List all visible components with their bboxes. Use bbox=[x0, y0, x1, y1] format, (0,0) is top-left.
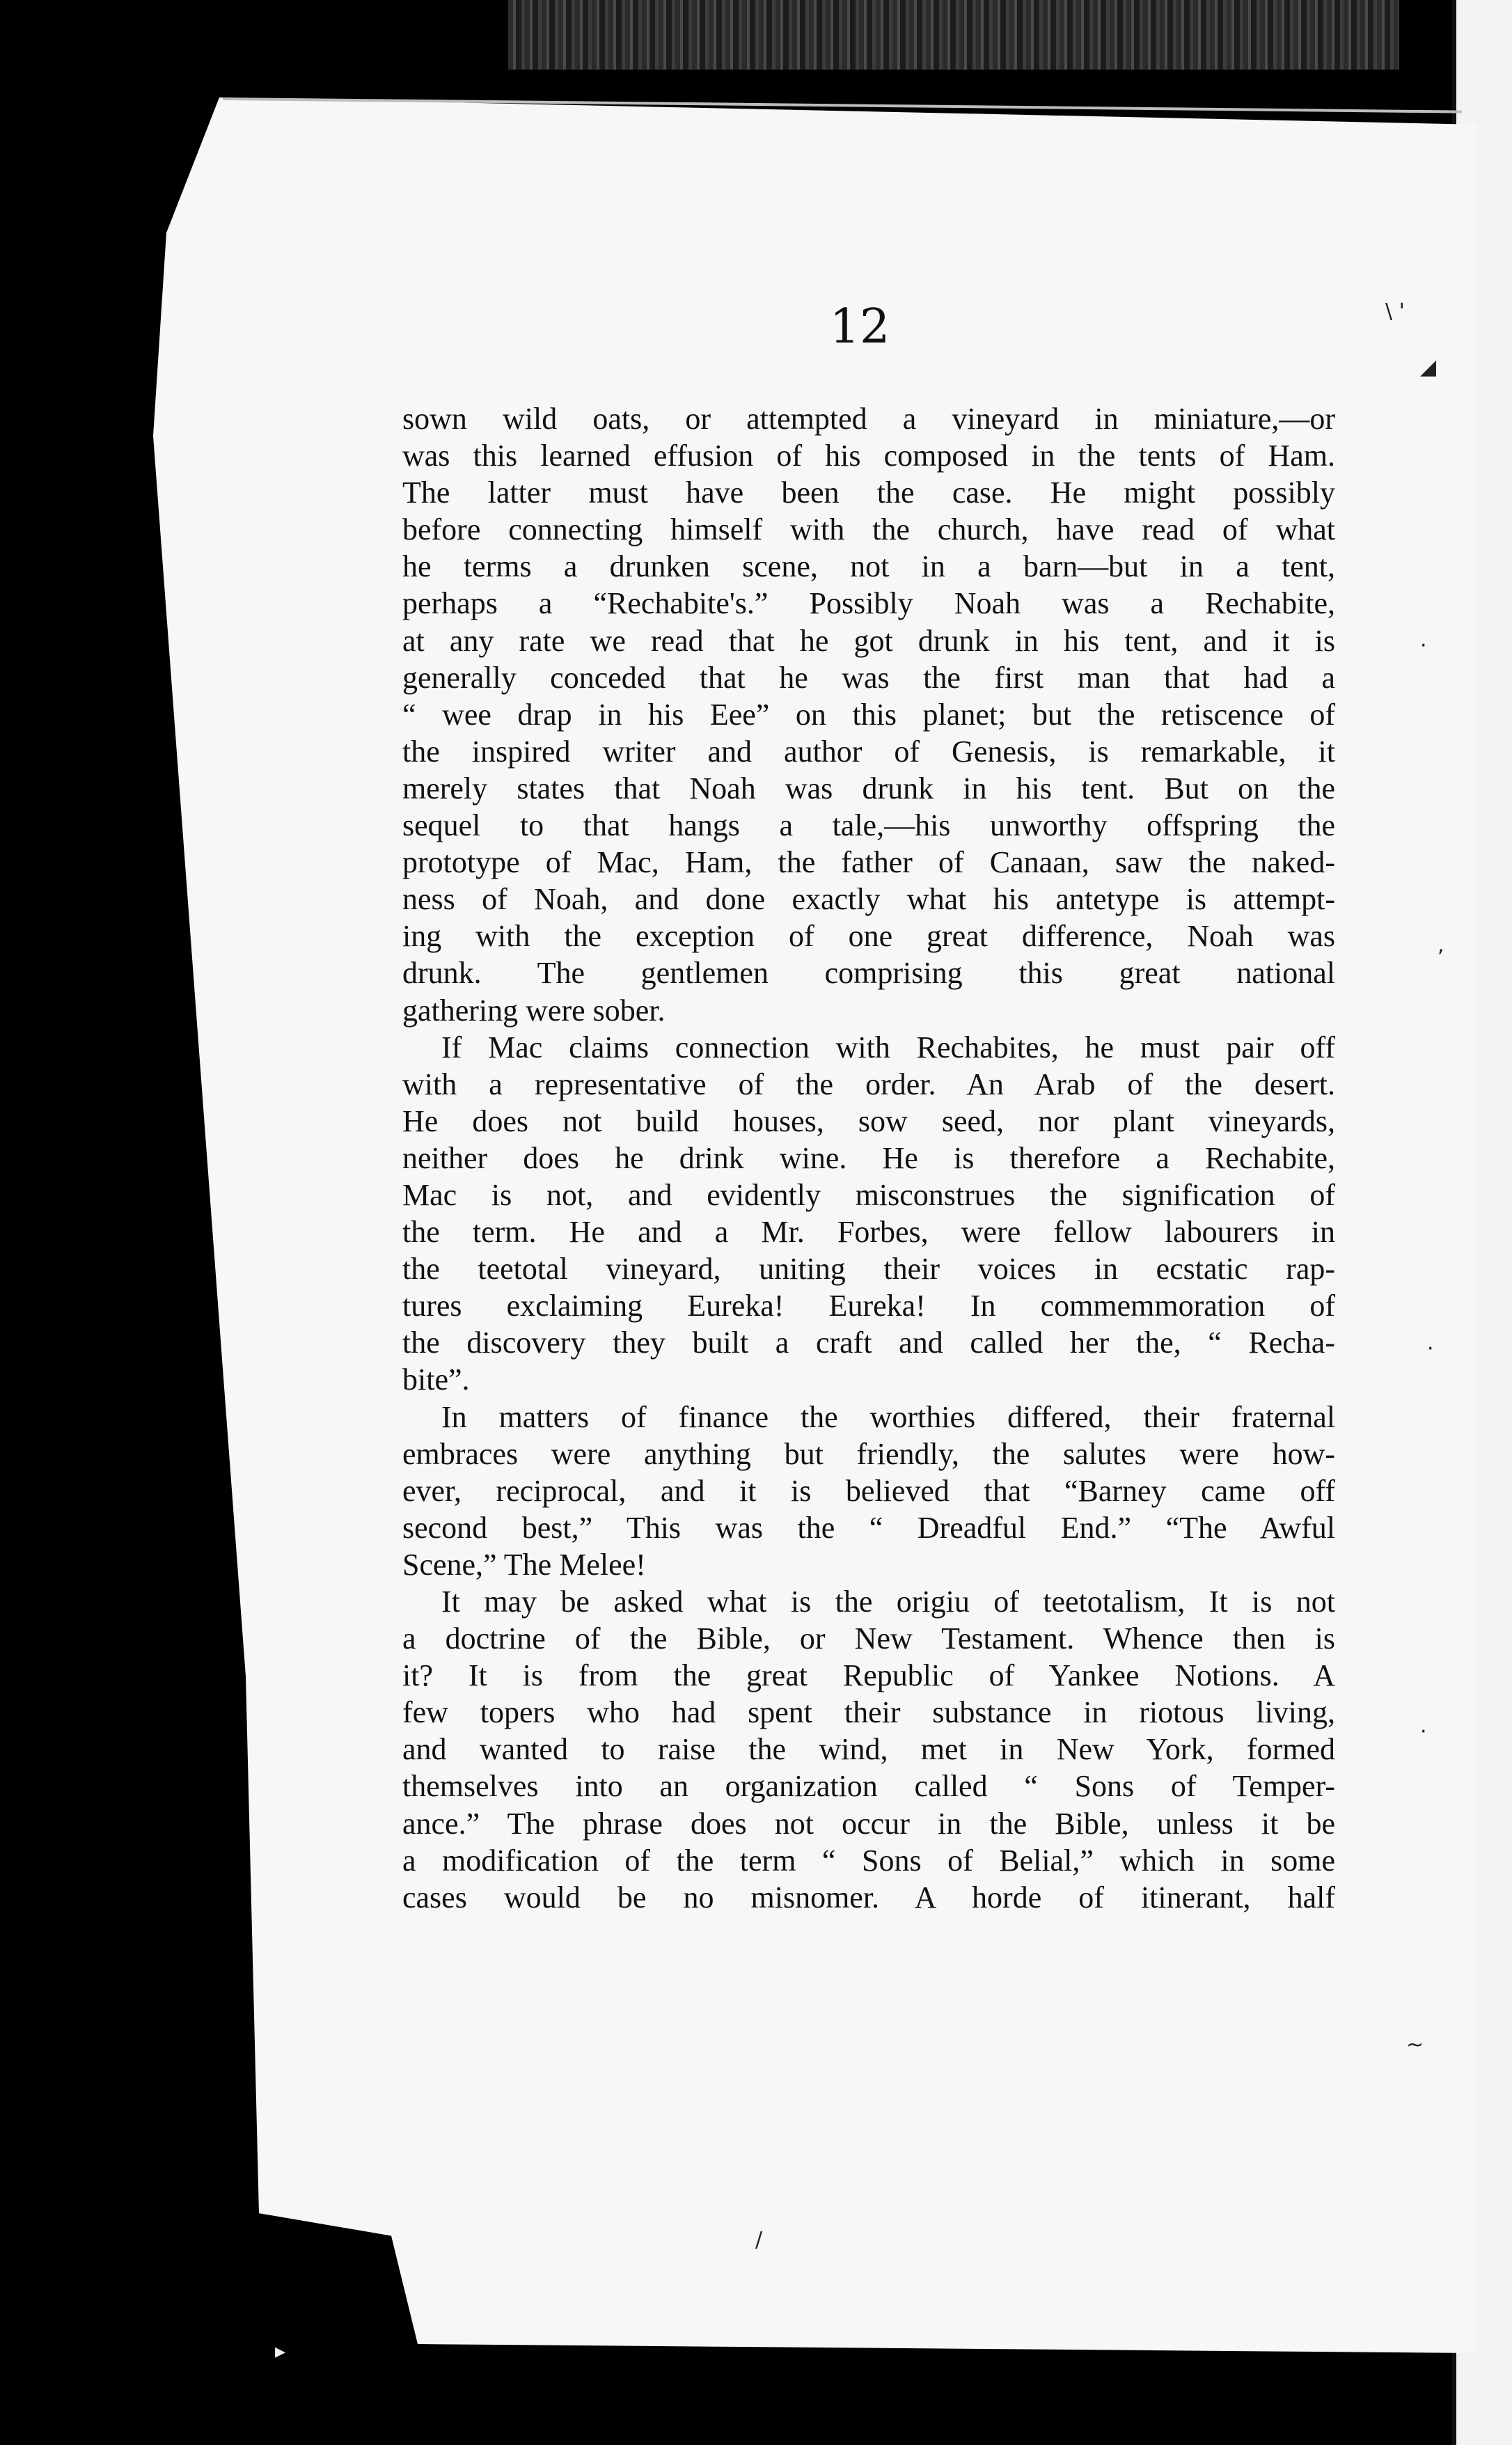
scan-speck: · bbox=[1420, 634, 1427, 658]
scan-speck: ▸ bbox=[275, 2339, 286, 2364]
text-line: Scene,” The Melee! bbox=[402, 1547, 646, 1582]
text-line: prototype of Mac, Ham, the father of Canaan, saw the naked- bbox=[402, 845, 1335, 880]
text-line: ever, reciprocal, and it is believed that “Barney came off bbox=[402, 1473, 1335, 1508]
text-line: sequel to that hangs a tale,—his unworthy offspring the bbox=[402, 808, 1335, 843]
text-line: the teetotal vineyard, uniting their voices in ecstatic rap- bbox=[402, 1252, 1335, 1287]
body-text bbox=[402, 400, 1335, 1916]
text-line: a modification of the term “ Sons of Belial,” which in some bbox=[402, 1843, 1335, 1878]
text-line: Mac is not, and evidently misconstrues the signification of bbox=[402, 1177, 1335, 1212]
text-line: sown wild oats, or attempted a vineyard in miniature,—or bbox=[402, 402, 1335, 436]
text-line: “ wee drap in his Eee” on this planet; but the retiscence of bbox=[402, 697, 1335, 732]
text-line: few topers who had spent their substance in riotous living, bbox=[402, 1695, 1335, 1730]
text-line: drunk. The gentlemen comprising this great national bbox=[402, 956, 1335, 991]
text-line: was this learned effusion of his composed in the tents of Ham. bbox=[402, 439, 1335, 473]
scan-speck: / bbox=[755, 2228, 763, 2252]
text-line: bite”. bbox=[402, 1362, 470, 1397]
text-line: before connecting himself with the church, have read of what bbox=[402, 512, 1335, 547]
text-line: and wanted to raise the wind, met in New York, formed bbox=[402, 1732, 1335, 1767]
scan-speck: ~ bbox=[1406, 2033, 1424, 2057]
text-line: embraces were anything but friendly, the salutes were how- bbox=[402, 1436, 1335, 1471]
text-line: tures exclaiming Eureka! Eureka! In commemmoration of bbox=[402, 1289, 1335, 1323]
scan-border-noise bbox=[508, 0, 1399, 70]
text-line: second best,” This was the “ Dreadful End.” “The Awful bbox=[402, 1510, 1335, 1545]
text-line: If Mac claims connection with Rechabites, he must pair off bbox=[441, 1030, 1335, 1064]
text-line: the inspired writer and author of Genesis, is remarkable, it bbox=[402, 734, 1335, 769]
text-line: the term. He and a Mr. Forbes, were fellow labourers in bbox=[402, 1215, 1335, 1250]
text-line: It may be asked what is the origiu of teetotalism, It is not bbox=[441, 1585, 1335, 1619]
text-line: In matters of finance the worthies differed, their fraternal bbox=[441, 1399, 1335, 1434]
text-line: ance.” The phrase does not occur in the Bible, unless it be bbox=[402, 1806, 1335, 1841]
text-line: He does not build houses, sow seed, nor plant vineyards, bbox=[402, 1103, 1335, 1138]
text-line: ing with the exception of one great difference, Noah was bbox=[402, 919, 1335, 954]
text-line: cases would be no misnomer. A horde of itinerant, half bbox=[402, 1880, 1335, 1915]
scan-speck: · bbox=[1427, 1337, 1434, 1361]
text-line: with a representative of the order. An Arab of the desert. bbox=[402, 1067, 1335, 1101]
text-line: he terms a drunken scene, not in a barn—but in a tent, bbox=[402, 549, 1335, 584]
text-line: gathering were sober. bbox=[402, 993, 666, 1028]
scan-speck: · bbox=[1420, 1720, 1427, 1744]
scan-speck: \ ' bbox=[1385, 299, 1405, 324]
text-line: neither does he drink wine. He is therefore a Rechabite, bbox=[402, 1140, 1335, 1175]
text-line: at any rate we read that he got drunk in his tent, and it is bbox=[402, 623, 1335, 658]
text-line: a doctrine of the Bible, or New Testament. Whence then is bbox=[402, 1621, 1335, 1656]
text-line: it? It is from the great Republic of Yankee Notions. A bbox=[402, 1658, 1335, 1693]
text-line: ness of Noah, and done exactly what his antetype is attempt- bbox=[402, 882, 1335, 917]
text-line: themselves into an organization called “ Sons of Temper- bbox=[402, 1769, 1335, 1804]
text-line: The latter must have been the case. He might possibly bbox=[402, 475, 1335, 510]
page-number: 12 bbox=[829, 299, 890, 354]
scan-speck: , bbox=[1438, 933, 1444, 957]
text-line: perhaps a “Rechabite's.” Possibly Noah was a Rechabite, bbox=[402, 586, 1335, 621]
text-line: merely states that Noah was drunk in his tent. But on the bbox=[402, 771, 1335, 805]
scan-speck: ◢ bbox=[1420, 355, 1437, 379]
text-line: generally conceded that he was the first man that had a bbox=[402, 660, 1335, 695]
text-line: the discovery they built a craft and called her the, “ Recha- bbox=[402, 1326, 1335, 1360]
